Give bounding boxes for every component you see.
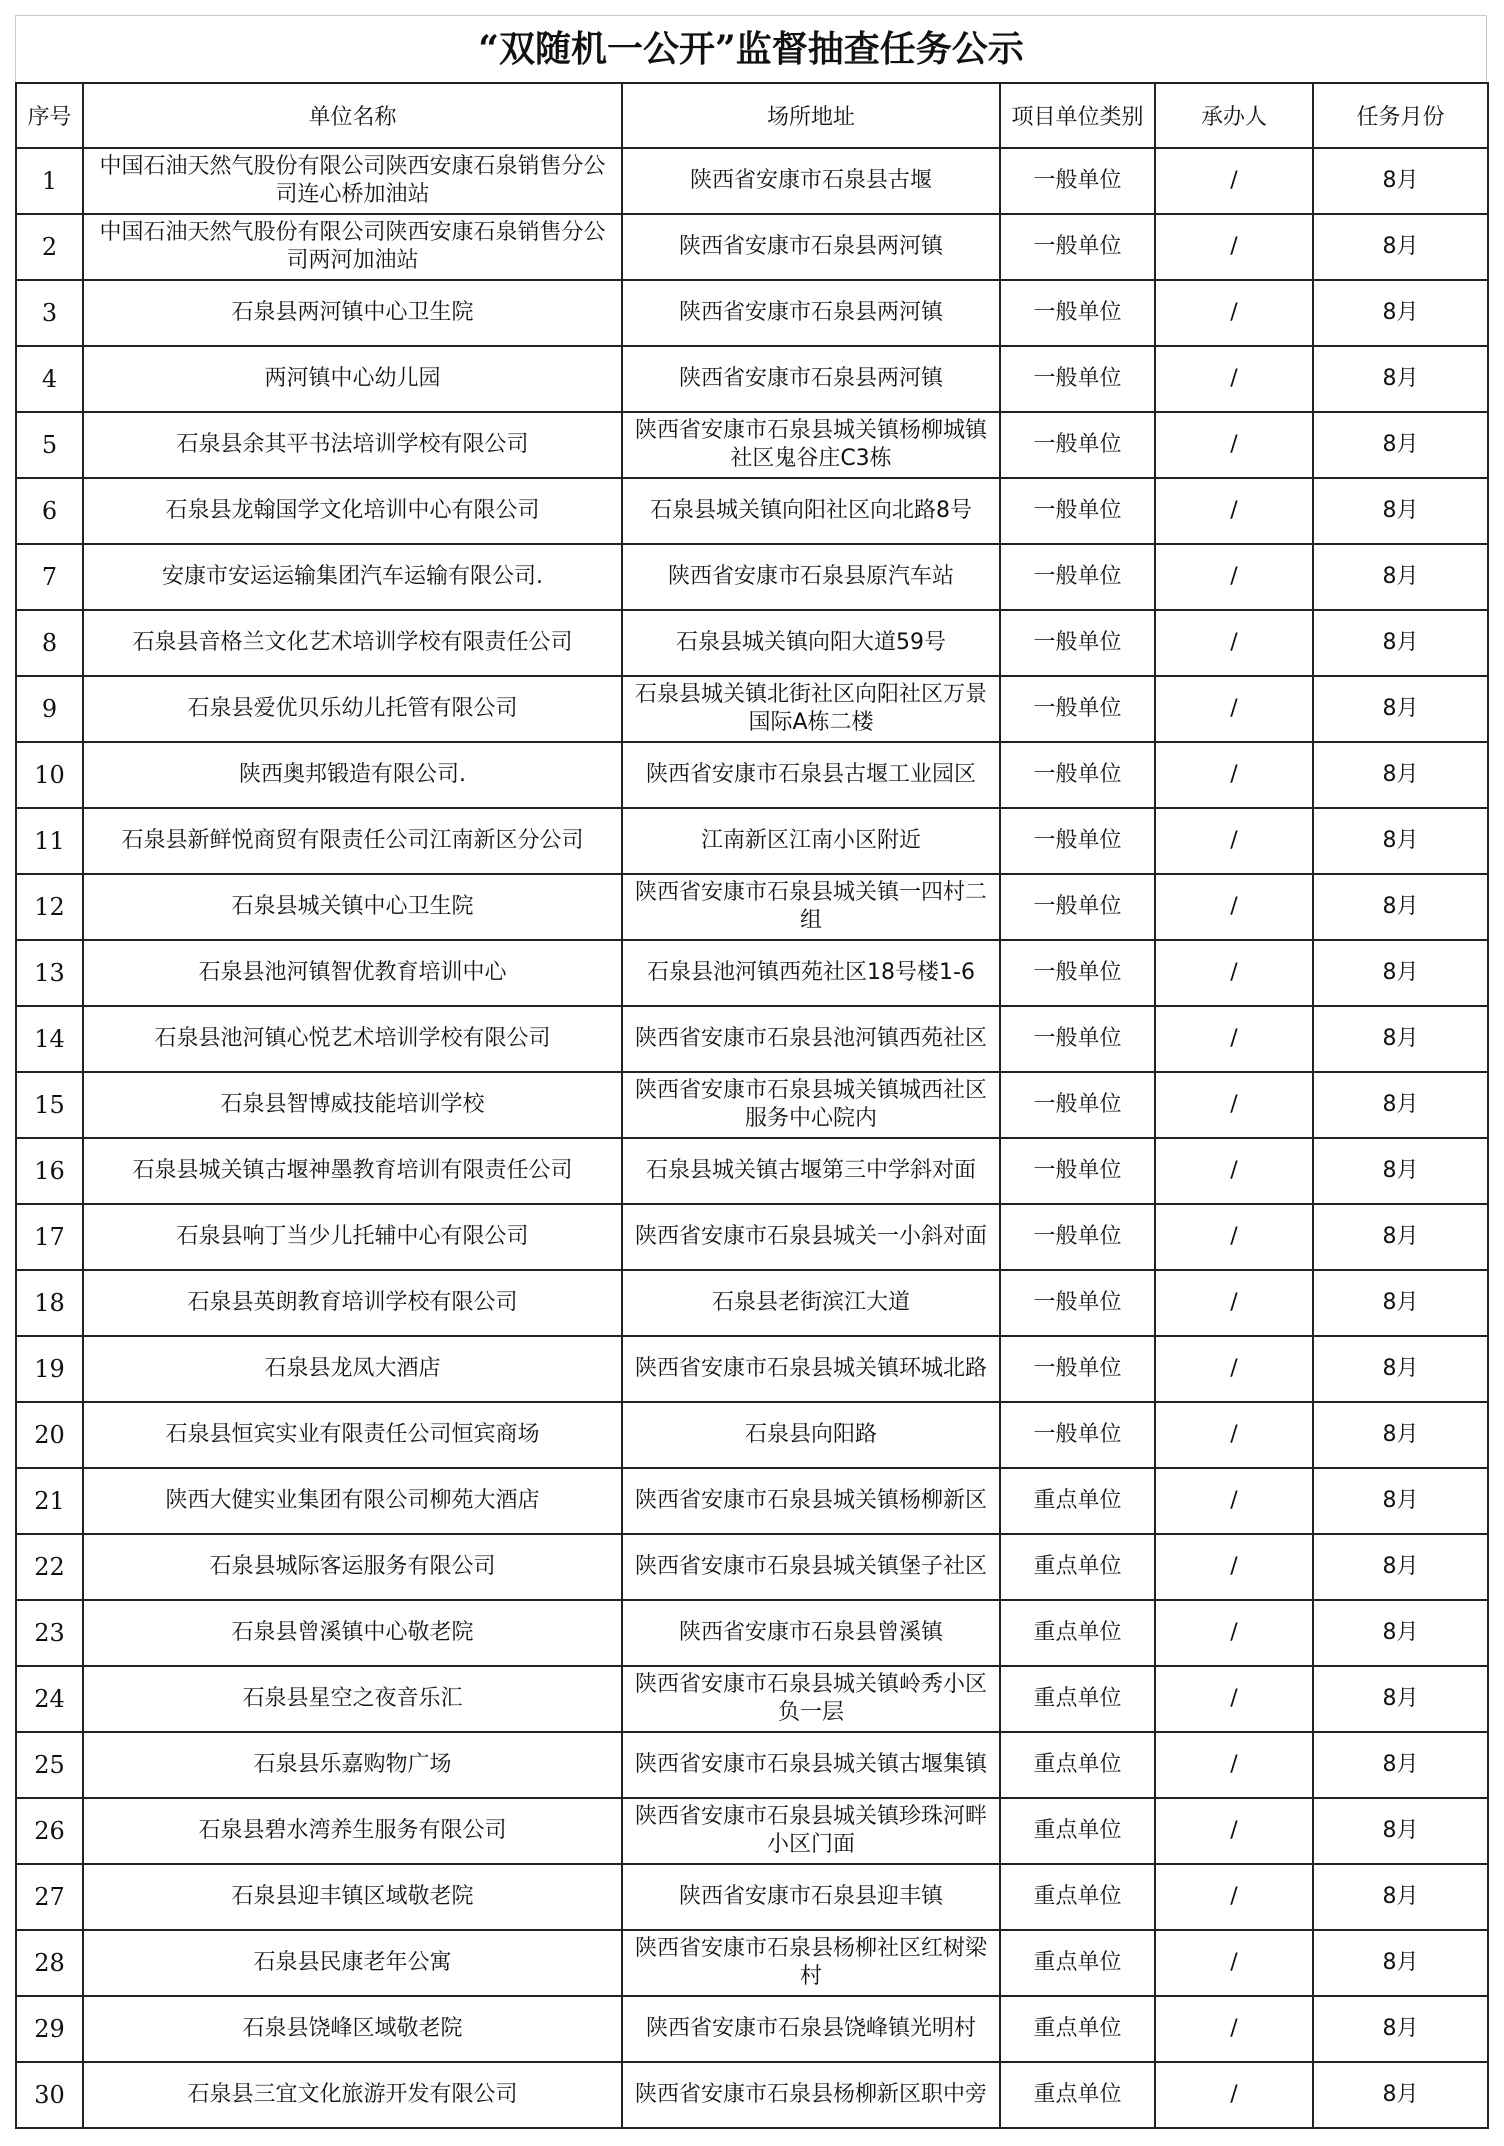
cell-address: 陕西省安康市石泉县曾溪镇: [622, 1600, 1000, 1666]
table-row: [16, 544, 1488, 610]
cell-handler: /: [1155, 1666, 1313, 1732]
cell-name: 石泉县城关镇中心卫生院: [83, 874, 622, 940]
cell-handler: /: [1155, 742, 1313, 808]
cell-handler: /: [1155, 1534, 1313, 1600]
cell-category: 一般单位: [1000, 214, 1155, 280]
cell-name: 石泉县音格兰文化艺术培训学校有限责任公司: [83, 610, 622, 676]
cell-handler: /: [1155, 1798, 1313, 1864]
cell-month: 8月: [1313, 1336, 1488, 1402]
cell-seq: 22: [16, 1534, 83, 1600]
cell-address: 陕西省安康市石泉县城关镇堡子社区: [622, 1534, 1000, 1600]
cell-name: 石泉县响丁当少儿托辅中心有限公司: [83, 1204, 622, 1270]
cell-address: 陕西省安康市石泉县杨柳社区红树梁村: [622, 1930, 1000, 1996]
cell-name: 石泉县饶峰区域敬老院: [83, 1996, 622, 2062]
cell-month: 8月: [1313, 412, 1488, 478]
cell-handler: /: [1155, 2062, 1313, 2128]
cell-month: 8月: [1313, 148, 1488, 214]
cell-month: 8月: [1313, 1270, 1488, 1336]
cell-seq: 2: [16, 214, 83, 280]
cell-category: 一般单位: [1000, 742, 1155, 808]
cell-address: 陕西省安康市石泉县城关镇环城北路: [622, 1336, 1000, 1402]
cell-name: 石泉县新鲜悦商贸有限责任公司江南新区分公司: [83, 808, 622, 874]
cell-seq: 21: [16, 1468, 83, 1534]
cell-handler: /: [1155, 412, 1313, 478]
cell-address: 陕西省安康市石泉县两河镇: [622, 280, 1000, 346]
cell-handler: /: [1155, 1930, 1313, 1996]
cell-category: 重点单位: [1000, 2062, 1155, 2128]
cell-category: 一般单位: [1000, 280, 1155, 346]
cell-name: 石泉县星空之夜音乐汇: [83, 1666, 622, 1732]
cell-seq: 12: [16, 874, 83, 940]
cell-category: 重点单位: [1000, 1930, 1155, 1996]
cell-category: 一般单位: [1000, 1336, 1155, 1402]
cell-category: 一般单位: [1000, 1204, 1155, 1270]
cell-handler: /: [1155, 478, 1313, 544]
cell-name: 中国石油天然气股份有限公司陕西安康石泉销售分公司连心桥加油站: [83, 148, 622, 214]
cell-handler: /: [1155, 1138, 1313, 1204]
cell-seq: 10: [16, 742, 83, 808]
cell-name: 陕西奥邦锻造有限公司.: [83, 742, 622, 808]
cell-seq: 23: [16, 1600, 83, 1666]
cell-month: 8月: [1313, 1072, 1488, 1138]
cell-name: 陕西大健实业集团有限公司柳苑大酒店: [83, 1468, 622, 1534]
table-row: [16, 610, 1488, 676]
table-row: [16, 1600, 1488, 1666]
cell-month: 8月: [1313, 478, 1488, 544]
cell-month: 8月: [1313, 808, 1488, 874]
cell-seq: 26: [16, 1798, 83, 1864]
cell-address: 陕西省安康市石泉县池河镇西苑社区: [622, 1006, 1000, 1072]
cell-category: 重点单位: [1000, 1534, 1155, 1600]
cell-category: 一般单位: [1000, 1072, 1155, 1138]
cell-name: 石泉县龙凤大酒店: [83, 1336, 622, 1402]
cell-name: 石泉县三宜文化旅游开发有限公司: [83, 2062, 622, 2128]
table-row: [16, 1666, 1488, 1732]
cell-name: 石泉县民康老年公寓: [83, 1930, 622, 1996]
cell-category: 一般单位: [1000, 346, 1155, 412]
cell-handler: /: [1155, 1072, 1313, 1138]
cell-category: 一般单位: [1000, 874, 1155, 940]
cell-name: 石泉县两河镇中心卫生院: [83, 280, 622, 346]
cell-handler: /: [1155, 1468, 1313, 1534]
cell-category: 重点单位: [1000, 1666, 1155, 1732]
cell-address: 石泉县老街滨江大道: [622, 1270, 1000, 1336]
table-row: [16, 1402, 1488, 1468]
cell-handler: /: [1155, 214, 1313, 280]
table-row: [16, 1138, 1488, 1204]
cell-name: 石泉县碧水湾养生服务有限公司: [83, 1798, 622, 1864]
table-row: [16, 1336, 1488, 1402]
header-address: 场所地址: [622, 83, 1000, 148]
cell-seq: 16: [16, 1138, 83, 1204]
cell-month: 8月: [1313, 676, 1488, 742]
cell-name: 石泉县池河镇心悦艺术培训学校有限公司: [83, 1006, 622, 1072]
cell-handler: /: [1155, 1402, 1313, 1468]
cell-name: 两河镇中心幼儿园: [83, 346, 622, 412]
table-row: [16, 214, 1488, 280]
cell-address: 陕西省安康市石泉县城关镇珍珠河畔小区门面: [622, 1798, 1000, 1864]
table-row: [16, 346, 1488, 412]
header-month: 任务月份: [1313, 83, 1488, 148]
cell-handler: /: [1155, 1270, 1313, 1336]
cell-month: 8月: [1313, 610, 1488, 676]
cell-category: 一般单位: [1000, 1006, 1155, 1072]
cell-month: 8月: [1313, 1600, 1488, 1666]
cell-name: 石泉县智博威技能培训学校: [83, 1072, 622, 1138]
cell-category: 重点单位: [1000, 1600, 1155, 1666]
cell-handler: /: [1155, 346, 1313, 412]
cell-handler: /: [1155, 1204, 1313, 1270]
cell-month: 8月: [1313, 1996, 1488, 2062]
cell-month: 8月: [1313, 874, 1488, 940]
cell-name: 石泉县余其平书法培训学校有限公司: [83, 412, 622, 478]
cell-month: 8月: [1313, 1534, 1488, 1600]
cell-name: 石泉县城际客运服务有限公司: [83, 1534, 622, 1600]
cell-category: 一般单位: [1000, 544, 1155, 610]
cell-address: 陕西省安康市石泉县城关一小斜对面: [622, 1204, 1000, 1270]
cell-seq: 7: [16, 544, 83, 610]
cell-category: 一般单位: [1000, 148, 1155, 214]
cell-name: 中国石油天然气股份有限公司陕西安康石泉销售分公司两河加油站: [83, 214, 622, 280]
cell-handler: /: [1155, 1336, 1313, 1402]
cell-handler: /: [1155, 1996, 1313, 2062]
table-row: [16, 1468, 1488, 1534]
table-row: [16, 2062, 1488, 2128]
table-row: [16, 1996, 1488, 2062]
cell-address: 陕西省安康市石泉县古堰: [622, 148, 1000, 214]
cell-address: 石泉县池河镇西苑社区18号楼1-6: [622, 940, 1000, 1006]
cell-category: 一般单位: [1000, 412, 1155, 478]
cell-category: 一般单位: [1000, 610, 1155, 676]
table-row: [16, 478, 1488, 544]
header-category: 项目单位类别: [1000, 83, 1155, 148]
cell-category: 一般单位: [1000, 1138, 1155, 1204]
cell-seq: 18: [16, 1270, 83, 1336]
cell-seq: 5: [16, 412, 83, 478]
cell-month: 8月: [1313, 1402, 1488, 1468]
cell-name: 石泉县爱优贝乐幼儿托管有限公司: [83, 676, 622, 742]
cell-month: 8月: [1313, 1468, 1488, 1534]
table-row: [16, 1930, 1488, 1996]
table-row: [16, 874, 1488, 940]
table-row: [16, 1864, 1488, 1930]
cell-seq: 29: [16, 1996, 83, 2062]
cell-month: 8月: [1313, 346, 1488, 412]
cell-name: 石泉县恒宾实业有限责任公司恒宾商场: [83, 1402, 622, 1468]
cell-category: 一般单位: [1000, 808, 1155, 874]
cell-name: 石泉县乐嘉购物广场: [83, 1732, 622, 1798]
table-row: [16, 148, 1488, 214]
cell-handler: /: [1155, 874, 1313, 940]
cell-handler: /: [1155, 1864, 1313, 1930]
cell-address: 陕西省安康市石泉县两河镇: [622, 346, 1000, 412]
cell-address: 陕西省安康市石泉县城关镇一四村二组: [622, 874, 1000, 940]
table-row: [16, 1072, 1488, 1138]
cell-handler: /: [1155, 280, 1313, 346]
cell-month: 8月: [1313, 544, 1488, 610]
table-row: [16, 676, 1488, 742]
header-name: 单位名称: [83, 83, 622, 148]
cell-seq: 1: [16, 148, 83, 214]
table-row: [16, 808, 1488, 874]
cell-seq: 24: [16, 1666, 83, 1732]
cell-address: 陕西省安康市石泉县城关镇杨柳新区: [622, 1468, 1000, 1534]
cell-handler: /: [1155, 1006, 1313, 1072]
cell-handler: /: [1155, 544, 1313, 610]
cell-address: 陕西省安康市石泉县杨柳新区职中旁: [622, 2062, 1000, 2128]
cell-seq: 15: [16, 1072, 83, 1138]
cell-seq: 30: [16, 2062, 83, 2128]
cell-category: 一般单位: [1000, 478, 1155, 544]
cell-address: 石泉县城关镇古堰第三中学斜对面: [622, 1138, 1000, 1204]
cell-address: 陕西省安康市石泉县城关镇古堰集镇: [622, 1732, 1000, 1798]
cell-category: 重点单位: [1000, 1468, 1155, 1534]
cell-seq: 4: [16, 346, 83, 412]
cell-handler: /: [1155, 1732, 1313, 1798]
cell-address: 陕西省安康市石泉县原汽车站: [622, 544, 1000, 610]
cell-category: 重点单位: [1000, 1996, 1155, 2062]
cell-seq: 20: [16, 1402, 83, 1468]
cell-category: 一般单位: [1000, 1402, 1155, 1468]
header-handler: 承办人: [1155, 83, 1313, 148]
cell-address: 陕西省安康市石泉县两河镇: [622, 214, 1000, 280]
cell-address: 陕西省安康市石泉县城关镇岭秀小区负一层: [622, 1666, 1000, 1732]
cell-handler: /: [1155, 1600, 1313, 1666]
table-header-row: [16, 83, 1488, 148]
cell-seq: 9: [16, 676, 83, 742]
task-table: [15, 82, 1489, 2129]
cell-name: 石泉县曾溪镇中心敬老院: [83, 1600, 622, 1666]
cell-name: 石泉县城关镇古堰神墨教育培训有限责任公司: [83, 1138, 622, 1204]
cell-address: 石泉县向阳路: [622, 1402, 1000, 1468]
cell-handler: /: [1155, 610, 1313, 676]
cell-month: 8月: [1313, 280, 1488, 346]
cell-seq: 19: [16, 1336, 83, 1402]
cell-address: 陕西省安康市石泉县城关镇杨柳城镇社区鬼谷庄C3栋: [622, 412, 1000, 478]
header-seq: 序号: [16, 83, 83, 148]
cell-address: 陕西省安康市石泉县饶峰镇光明村: [622, 1996, 1000, 2062]
cell-month: 8月: [1313, 940, 1488, 1006]
cell-name: 安康市安运运输集团汽车运输有限公司.: [83, 544, 622, 610]
cell-category: 重点单位: [1000, 1732, 1155, 1798]
cell-month: 8月: [1313, 742, 1488, 808]
cell-handler: /: [1155, 940, 1313, 1006]
cell-category: 一般单位: [1000, 1270, 1155, 1336]
cell-seq: 17: [16, 1204, 83, 1270]
cell-category: 一般单位: [1000, 940, 1155, 1006]
table-row: [16, 1798, 1488, 1864]
cell-month: 8月: [1313, 1138, 1488, 1204]
cell-address: 陕西省安康市石泉县古堰工业园区: [622, 742, 1000, 808]
cell-month: 8月: [1313, 1204, 1488, 1270]
cell-name: 石泉县池河镇智优教育培训中心: [83, 940, 622, 1006]
cell-category: 重点单位: [1000, 1798, 1155, 1864]
cell-seq: 25: [16, 1732, 83, 1798]
cell-handler: /: [1155, 148, 1313, 214]
cell-name: 石泉县迎丰镇区域敬老院: [83, 1864, 622, 1930]
cell-month: 8月: [1313, 1006, 1488, 1072]
table-row: [16, 1204, 1488, 1270]
cell-seq: 8: [16, 610, 83, 676]
cell-month: 8月: [1313, 1930, 1488, 1996]
table-row: [16, 1006, 1488, 1072]
page-title: “双随机一公开”监督抽查任务公示: [15, 15, 1487, 82]
cell-category: 一般单位: [1000, 676, 1155, 742]
cell-seq: 27: [16, 1864, 83, 1930]
cell-month: 8月: [1313, 214, 1488, 280]
cell-name: 石泉县龙翰国学文化培训中心有限公司: [83, 478, 622, 544]
cell-category: 重点单位: [1000, 1864, 1155, 1930]
document-sheet: [15, 15, 1487, 2129]
table-row: [16, 940, 1488, 1006]
table-row: [16, 280, 1488, 346]
cell-seq: 28: [16, 1930, 83, 1996]
cell-month: 8月: [1313, 1666, 1488, 1732]
cell-address: 石泉县城关镇向阳社区向北路8号: [622, 478, 1000, 544]
cell-month: 8月: [1313, 1732, 1488, 1798]
cell-address: 石泉县城关镇向阳大道59号: [622, 610, 1000, 676]
table-row: [16, 1534, 1488, 1600]
table-row: [16, 1270, 1488, 1336]
cell-seq: 13: [16, 940, 83, 1006]
cell-month: 8月: [1313, 1864, 1488, 1930]
cell-name: 石泉县英朗教育培训学校有限公司: [83, 1270, 622, 1336]
cell-month: 8月: [1313, 2062, 1488, 2128]
cell-month: 8月: [1313, 1798, 1488, 1864]
cell-handler: /: [1155, 808, 1313, 874]
cell-address: 陕西省安康市石泉县迎丰镇: [622, 1864, 1000, 1930]
cell-address: 江南新区江南小区附近: [622, 808, 1000, 874]
table-row: [16, 412, 1488, 478]
cell-seq: 6: [16, 478, 83, 544]
cell-handler: /: [1155, 676, 1313, 742]
cell-address: 陕西省安康市石泉县城关镇城西社区服务中心院内: [622, 1072, 1000, 1138]
cell-seq: 11: [16, 808, 83, 874]
cell-seq: 3: [16, 280, 83, 346]
table-body: [16, 148, 1488, 2128]
table-row: [16, 1732, 1488, 1798]
table-row: [16, 742, 1488, 808]
cell-address: 石泉县城关镇北街社区向阳社区万景国际A栋二楼: [622, 676, 1000, 742]
cell-seq: 14: [16, 1006, 83, 1072]
